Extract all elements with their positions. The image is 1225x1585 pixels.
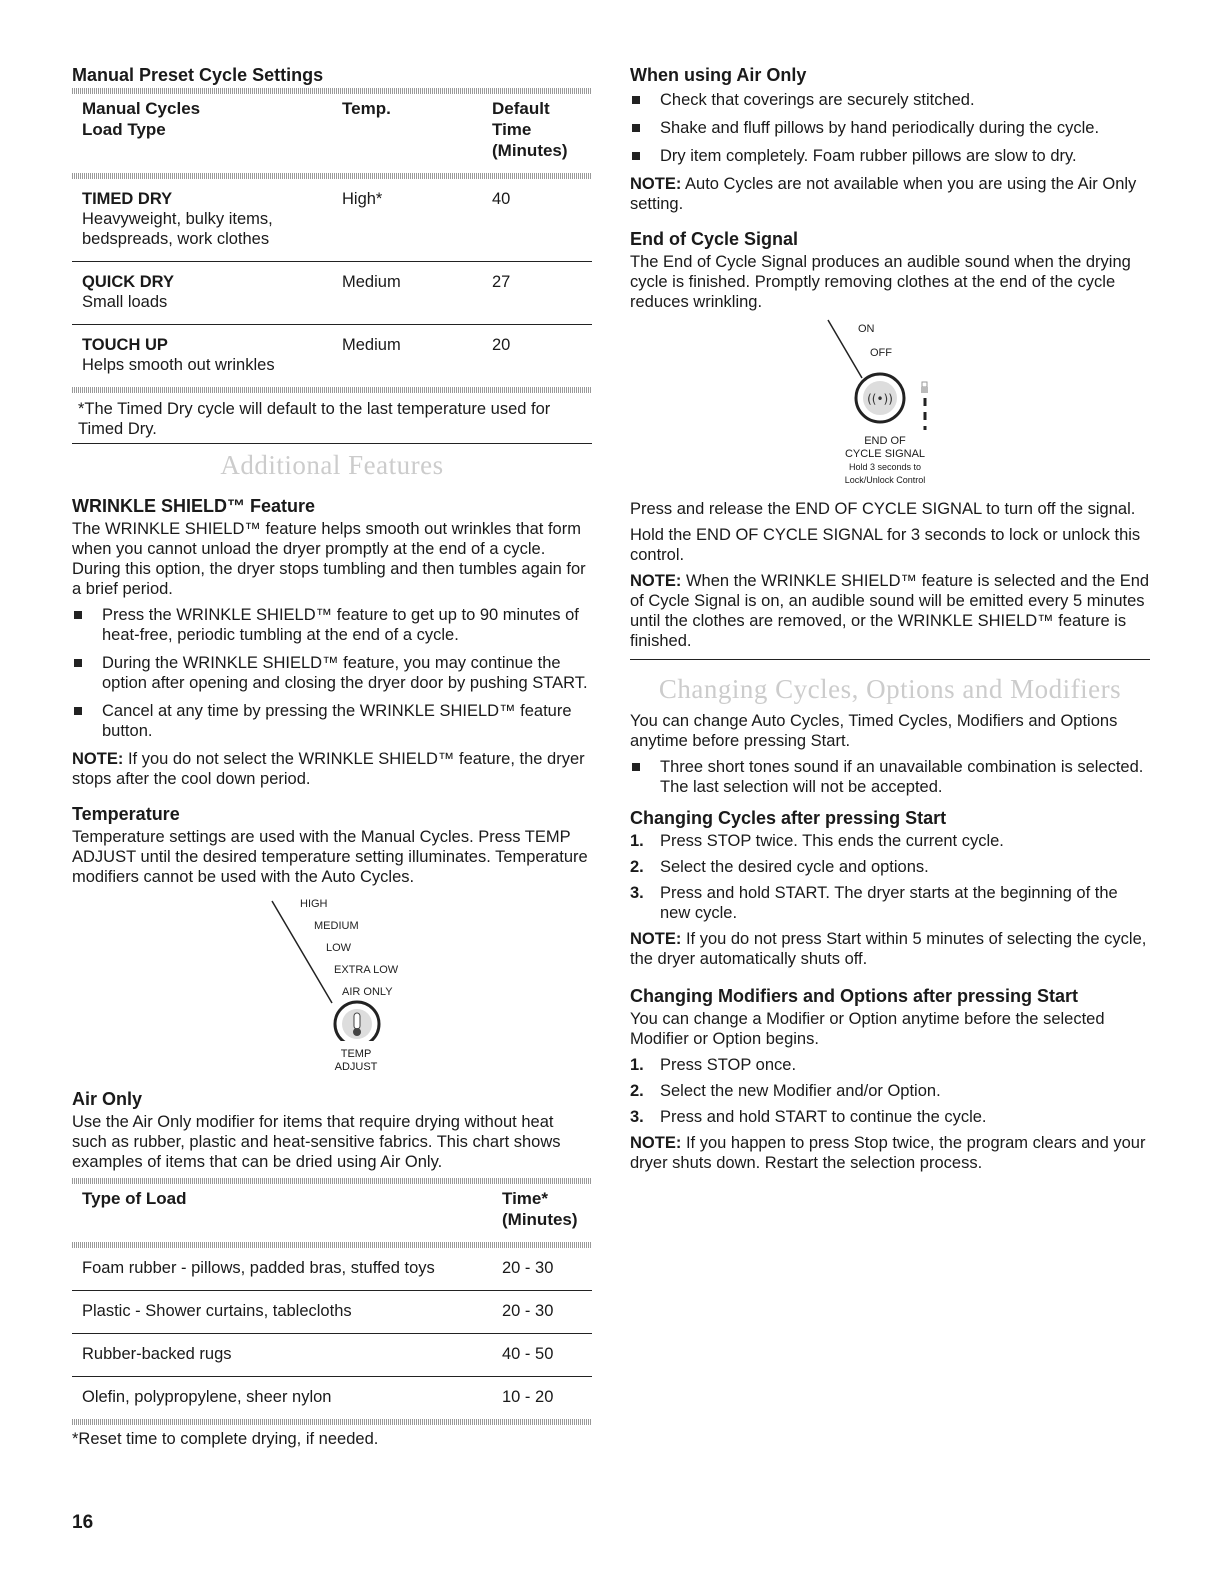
temp-label-line2: ADJUST — [334, 1061, 378, 1073]
eoc-label-line4: Lock/Unlock Control — [844, 475, 926, 485]
air-only-row — [72, 1291, 592, 1333]
wrinkle-note — [72, 749, 592, 789]
load-type: Foam rubber - pillows, padded bras, stuffed toys — [82, 1259, 435, 1277]
eoc-label-line3: Hold 3 seconds to — [848, 462, 922, 472]
eoc-p1: Press and release the END OF CYCLE SIGNAL to turn off the signal. — [630, 500, 1136, 518]
list-item: Shake and fluff pillows by hand periodically during the cycle. — [630, 118, 1150, 138]
table-row — [72, 325, 592, 387]
end-of-cycle-signal-button[interactable] — [856, 374, 904, 422]
step-number: 2. — [630, 858, 644, 876]
eoc-p2: Hold the END OF CYCLE SIGNAL for 3 seconds to lock or unlock this control. — [630, 526, 1141, 564]
load-time: 40 - 50 — [502, 1345, 554, 1363]
list-item — [630, 883, 1150, 923]
note-label: NOTE: — [630, 1134, 682, 1152]
load-time: 20 - 30 — [502, 1302, 554, 1320]
dial-label-low: LOW — [326, 942, 352, 954]
divider — [72, 443, 592, 444]
cycle-time: 40 — [492, 190, 511, 208]
header-cycles: Manual Cycles Load Type — [82, 99, 201, 139]
note-text: Auto Cycles are not available when you are using the Air Only setting. — [630, 175, 1137, 213]
list-item: Dry item completely. Foam rubber pillows are slow to dry. — [630, 146, 1150, 166]
when-air-bullets — [630, 90, 1150, 166]
step-number: 3. — [630, 884, 644, 902]
load-type: Plastic - Shower curtains, tablecloths — [82, 1302, 352, 1320]
cycle-desc: Small loads — [82, 293, 168, 311]
eoc-label — [620, 435, 1150, 487]
table-row — [72, 262, 592, 324]
header-temp: Temp. — [342, 99, 391, 118]
air-only-text: Use the Air Only modifier for items that require drying without heat such as rubber, plastic and heat-sensitive fabrics. This chart shows examples of items that can be dried using Air Only. — [72, 1113, 561, 1171]
temp-adjust-label — [120, 1048, 592, 1074]
when-air-title: When using Air Only — [630, 65, 807, 85]
table-header — [72, 1184, 592, 1242]
section-title-additional: Additional Features — [220, 450, 444, 480]
dial-label-medium: MEDIUM — [314, 920, 359, 932]
note-label: NOTE: — [630, 175, 682, 193]
modifiers-text: You can change a Modifier or Option anytime before the selected Modifier or Option begins. — [630, 1010, 1105, 1048]
step-text: Press and hold START. The dryer starts at the beginning of the new cycle. — [660, 884, 1118, 922]
thermometer-bulb — [353, 1028, 361, 1036]
cycle-desc: Helps smooth out wrinkles — [82, 356, 275, 374]
air-only-row — [72, 1377, 592, 1419]
cycle-desc: Heavyweight, bulky items, bedspreads, work clothes — [82, 210, 273, 248]
cycle-name: TOUCH UP — [82, 336, 168, 354]
modifiers-steps — [630, 1055, 1150, 1127]
preset-table-body — [72, 325, 592, 387]
changing-bullets — [630, 757, 1150, 797]
step-text: Press STOP once. — [660, 1056, 797, 1074]
step-number: 1. — [630, 832, 644, 850]
changing-text: You can change Auto Cycles, Timed Cycles, Modifiers and Options anytime before pressing Start. — [630, 712, 1118, 750]
step-number: 3. — [630, 1108, 644, 1126]
modifiers-title: Changing Modifiers and Options after pressing Start — [630, 986, 1079, 1006]
wrinkle-bullets — [72, 605, 592, 741]
list-item: Three short tones sound if an unavailable combination is selected. The last selection will not be accepted. — [630, 757, 1150, 797]
cycle-temp: Medium — [342, 336, 401, 354]
cycle-temp: Medium — [342, 273, 401, 291]
table-row — [72, 1334, 592, 1376]
wrinkle-title: WRINKLE SHIELD™ Feature — [72, 496, 316, 516]
dial-label-on: ON — [858, 323, 875, 335]
step-number: 2. — [630, 1082, 644, 1100]
temp-adjust-dial-figure — [72, 893, 592, 1041]
temp-adjust-button[interactable] — [335, 1002, 379, 1041]
preset-table-body — [72, 262, 592, 324]
note-label: NOTE: — [72, 750, 124, 768]
lock-icon — [921, 382, 928, 430]
cycle-time: 20 — [492, 336, 511, 354]
preset-table-body — [72, 179, 592, 261]
dial-label-extra-low: EXTRA LOW — [334, 964, 399, 976]
note-label: NOTE: — [630, 572, 682, 590]
eoc-title: End of Cycle Signal — [630, 229, 799, 249]
air-only-title: Air Only — [72, 1089, 143, 1109]
air-only-footnote: *Reset time to complete drying, if needed. — [72, 1430, 379, 1448]
eoc-label-line1: END OF — [864, 435, 906, 447]
note-text: If you happen to press Stop twice, the program clears and your dryer shuts down. Restart the selection process. — [630, 1134, 1146, 1172]
step-text: Select the new Modifier and/or Option. — [660, 1082, 941, 1100]
preset-footnote: *The Timed Dry cycle will default to the last temperature used for Timed Dry. — [78, 400, 551, 438]
header-load: Type of Load — [82, 1189, 187, 1208]
eoc-signal-figure — [630, 318, 1150, 430]
right-column — [630, 64, 1150, 1179]
eoc-note — [630, 571, 1150, 651]
section-title-changing: Changing Cycles, Options and Modifiers — [658, 674, 1122, 704]
after-start-title: Changing Cycles after pressing Start — [630, 808, 947, 828]
when-air-note — [630, 174, 1150, 214]
table-row — [72, 1377, 592, 1419]
table-row — [72, 1291, 592, 1333]
modifiers-note — [630, 1133, 1150, 1173]
lock-body — [921, 387, 928, 393]
cycle-temp: High* — [342, 190, 383, 208]
list-item — [630, 1081, 1150, 1101]
after-start-note — [630, 929, 1150, 969]
divider — [630, 659, 1150, 660]
table-header — [72, 94, 592, 173]
cycle-name: QUICK DRY — [82, 273, 174, 291]
step-number: 1. — [630, 1056, 644, 1074]
table-row — [72, 1248, 592, 1290]
load-time: 10 - 20 — [502, 1388, 554, 1406]
eoc-label-line2: CYCLE SIGNAL — [844, 448, 926, 460]
header-time: Time* (Minutes) — [502, 1189, 578, 1229]
dial-label-air-only: AIR ONLY — [342, 986, 393, 998]
step-text: Press and hold START to continue the cycle. — [660, 1108, 987, 1126]
cycle-time: 27 — [492, 273, 511, 291]
list-item: During the WRINKLE SHIELD™ feature, you may continue the option after opening and closing the dryer door by pushing START. — [72, 653, 592, 693]
dial-label-off: OFF — [870, 347, 892, 359]
page-number: 16 — [72, 1512, 94, 1533]
list-item: Check that coverings are securely stitched. — [630, 90, 1150, 110]
after-start-steps — [630, 831, 1150, 923]
eoc-text: The End of Cycle Signal produces an audible sound when the drying cycle is finished. Promptly removing clothes at the end of the cycle reduces wrinkling. — [630, 253, 1131, 311]
load-type: Rubber-backed rugs — [82, 1345, 232, 1363]
load-type: Olefin, polypropylene, sheer nylon — [82, 1388, 332, 1406]
temperature-text: Temperature settings are used with the Manual Cycles. Press TEMP ADJUST until the desired temperature setting illuminates. Temperature modifiers cannot be used with the Auto Cycles. — [72, 828, 588, 886]
list-item: Cancel at any time by pressing the WRINKLE SHIELD™ feature button. — [72, 701, 592, 741]
list-item — [630, 1107, 1150, 1127]
air-only-table — [72, 1184, 592, 1242]
table-row — [72, 179, 592, 261]
load-time: 20 - 30 — [502, 1259, 554, 1277]
list-item: Press the WRINKLE SHIELD™ feature to get up to 90 minutes of heat-free, periodic tumbling at the end of a cycle. — [72, 605, 592, 645]
header-time: Default Time (Minutes) — [492, 99, 568, 160]
temp-label-line1: TEMP — [340, 1048, 372, 1060]
cycle-name: TIMED DRY — [82, 190, 173, 208]
air-only-row — [72, 1334, 592, 1376]
air-only-row — [72, 1248, 592, 1290]
note-label: NOTE: — [630, 930, 682, 948]
thermometer-icon — [354, 1013, 360, 1029]
note-text: When the WRINKLE SHIELD™ feature is selected and the End of Cycle Signal is on, an audible sound will be emitted every 5 minutes until the clothes are removed, or the WRINKLE SHIELD™ feature is finished. — [630, 572, 1150, 650]
left-column — [72, 64, 592, 1455]
wrinkle-intro: The WRINKLE SHIELD™ feature helps smooth out wrinkles that form when you cannot unload the dryer promptly at the end of a cycle. During this option, the dryer stops tumbling and then tumbles again for a brief period. — [72, 520, 586, 598]
lock-shackle — [922, 382, 927, 387]
temperature-title: Temperature — [72, 804, 180, 824]
dial-pointer-line — [272, 901, 332, 1003]
sound-icon: ((•)) — [867, 392, 893, 406]
step-text: Select the desired cycle and options. — [660, 858, 929, 876]
list-item — [630, 857, 1150, 877]
note-text: If you do not press Start within 5 minutes of selecting the cycle, the dryer automatically shuts off. — [630, 930, 1147, 968]
preset-title: Manual Preset Cycle Settings — [72, 65, 324, 85]
note-text: If you do not select the WRINKLE SHIELD™ feature, the dryer stops after the cool down period. — [72, 750, 585, 788]
step-text: Press STOP twice. This ends the current cycle. — [660, 832, 1004, 850]
preset-table — [72, 94, 592, 173]
dial-pointer-line — [828, 320, 862, 378]
dial-label-high: HIGH — [300, 898, 328, 910]
list-item — [630, 831, 1150, 851]
list-item — [630, 1055, 1150, 1075]
